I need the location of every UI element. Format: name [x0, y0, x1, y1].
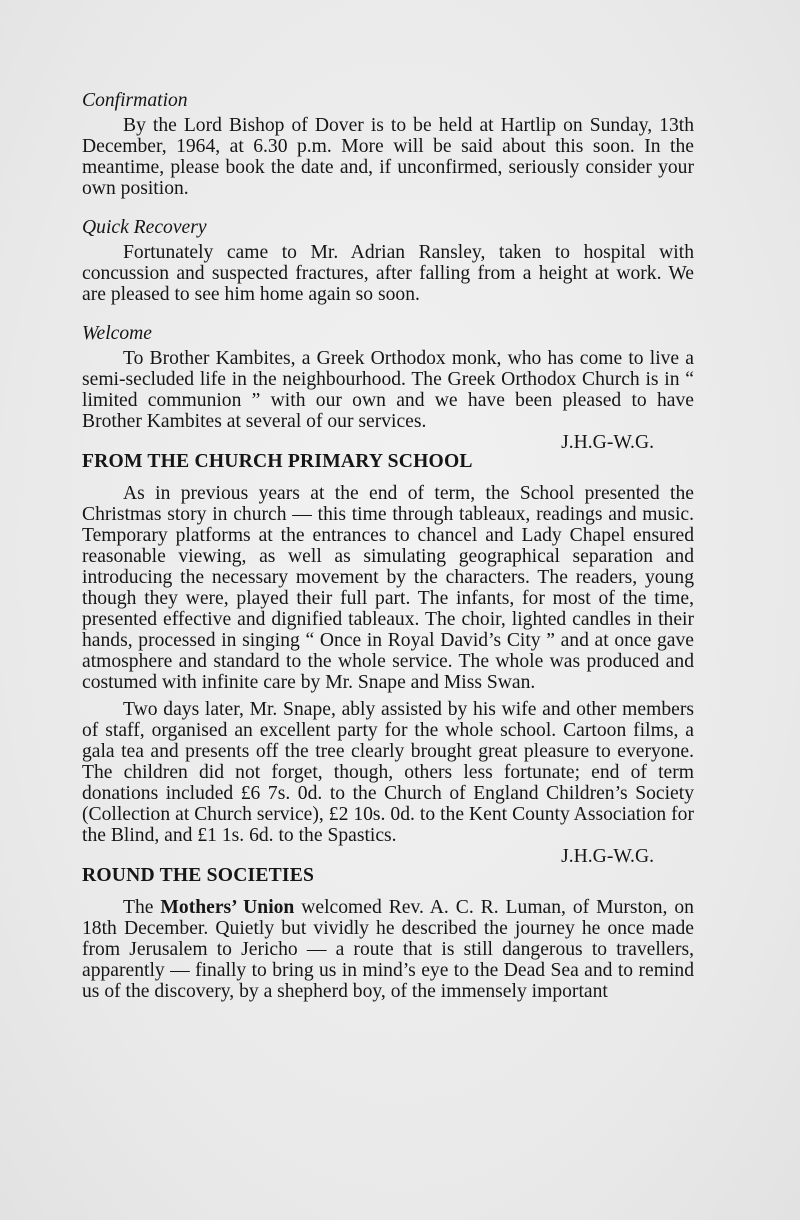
welcome-signature: J.H.G-W.G.	[561, 432, 654, 453]
primary-school-heading: FROM THE CHURCH PRIMARY SCHOOL	[82, 451, 473, 472]
mothers-union-name: Mothers’ Union	[160, 897, 295, 918]
welcome-body: To Brother Kambites, a Greek Orthodox monk, who has come to live a semi-secluded life in the neighbourhood. The Greek Orthodox Church is in “ limited communion ” with our own and we have been pleased to have Brother Kambites at several of our services.	[82, 348, 694, 432]
section-confirmation	[82, 90, 694, 199]
confirmation-title: Confirmation	[82, 90, 188, 111]
welcome-title: Welcome	[82, 323, 153, 344]
quick-recovery-body: Fortunately came to Mr. Adrian Ransley, taken to hospital with concussion and suspected fractures, after falling from a height at work. We are pleased to see him home again so soon.	[82, 242, 694, 305]
societies-body: welcomed Rev. A. C. R. Luman, of Murston, on 18th December. Quietly but vividly he described the journey he once made from Jerusalem to Jericho — a route that is still dangerous to travellers, apparently — finally to bring us in mind’s eye to the Dead Sea and to remind us of the discovery, by a shepherd boy, of the immensely important	[82, 897, 694, 1002]
societies-body-paragraph	[82, 897, 694, 1002]
societies-lead: The	[123, 897, 154, 918]
primary-school-para-2: Two days later, Mr. Snape, ably assisted by his wife and other members of staff, organised an excellent party for the whole school. Cartoon films, a gala tea and presents off the tree clearly brought great pleasure to everyone. The children did not forget, though, others less fortunate; end of term donations included £6 7s. 0d. to the Church of England Children’s Society (Collection at Church service), £2 10s. 0d. to the Kent County Association for the Blind, and £1 1s. 6d. to the Spastics.	[82, 699, 694, 846]
confirmation-body: By the Lord Bishop of Dover is to be held at Hartlip on Sunday, 13th December, 1964, at 6.30 p.m. More will be said about this soon. In the meantime, please book the date and, if unconfirmed, seriously consider your own position.	[82, 115, 694, 199]
section-quick-recovery	[82, 217, 694, 305]
section-primary-school	[82, 451, 694, 867]
primary-school-signature: J.H.G-W.G.	[561, 846, 654, 867]
section-welcome	[82, 323, 694, 453]
section-societies	[82, 865, 694, 1002]
societies-heading: ROUND THE SOCIETIES	[82, 865, 315, 886]
page-content	[82, 90, 694, 1002]
primary-school-para-1: As in previous years at the end of term, the School presented the Christmas story in church — this time through tableaux, readings and music. Temporary platforms at the entrances to chancel and Lady Chapel ensured reasonable viewing, as well as simulating geographical separation and introducing the necessary movement by the characters. The readers, young though they were, played their full part. The infants, for most of the time, presented effective and dignified tableaux. The choir, lighted candles in their hands, processed in singing “ Once in Royal David’s City ” and at once gave atmosphere and standard to the whole service. The whole was produced and costumed with infinite care by Mr. Snape and Miss Swan.	[82, 483, 694, 693]
quick-recovery-title: Quick Recovery	[82, 217, 207, 238]
